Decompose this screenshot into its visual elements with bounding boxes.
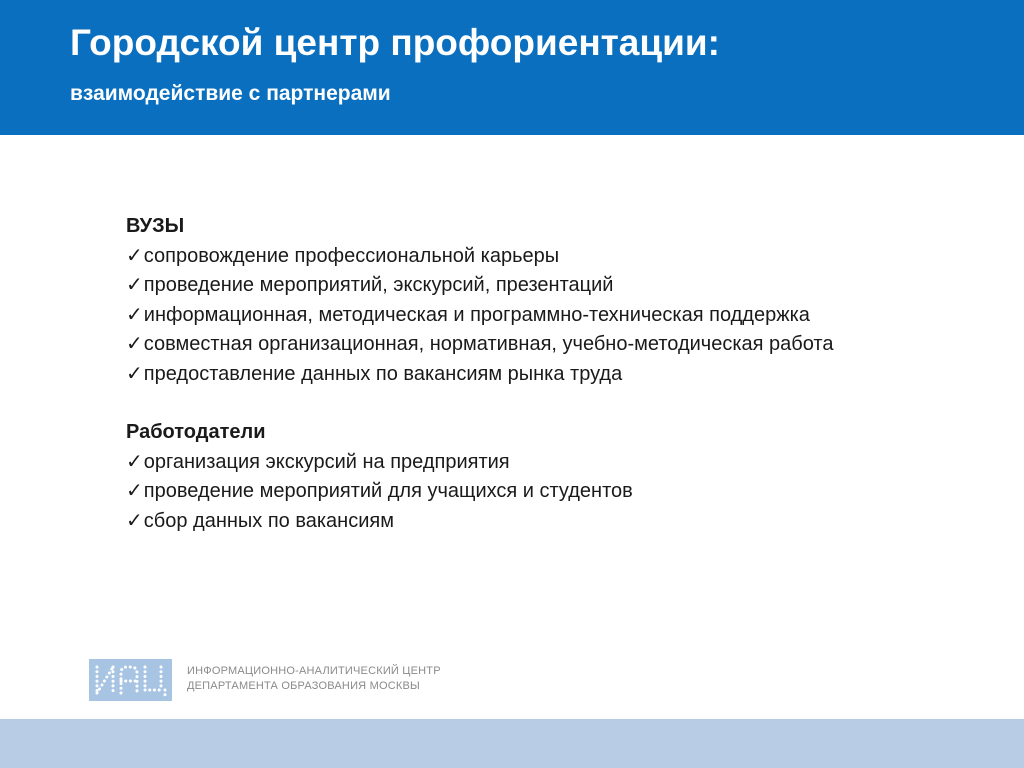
page-title: Городской центр профориентации:: [70, 22, 720, 63]
logo-caption-line2: ДЕПАРТАМЕНТА ОБРАЗОВАНИЯ МОСКВЫ: [187, 680, 420, 692]
check-icon: ✓: [126, 450, 143, 473]
header-bar: [0, 0, 1024, 135]
check-icon: ✓: [126, 509, 143, 532]
list-item: [126, 330, 966, 360]
list-item-text: организация экскурсий на предприятия: [143, 450, 510, 473]
list-item-text: проведение мероприятий, экскурсий, презентаций: [143, 274, 614, 296]
list-item-text: предоставление данных по вакансиям рынка труда: [143, 362, 623, 385]
list-item: [126, 271, 966, 301]
check-icon: ✓: [126, 362, 143, 385]
list-item: [126, 301, 966, 331]
check-icon: ✓: [126, 274, 143, 296]
logo-caption-line1: ИНФОРМАЦИОННО-АНАЛИТИЧЕСКИЙ ЦЕНТР: [187, 665, 441, 677]
list-item: [126, 360, 966, 390]
list-item-text: совместная организационная, нормативная, учебно-методическая работа: [143, 333, 834, 355]
footer-band: [0, 719, 1024, 768]
list-item-text: сбор данных по вакансиям: [143, 509, 394, 532]
section-employers: [126, 418, 966, 536]
list-item: [126, 448, 966, 478]
list-item-text: проведение мероприятий для учащихся и студентов: [143, 480, 633, 502]
list-item: [126, 507, 966, 537]
section-title-universities: ВУЗЫ: [126, 215, 185, 237]
logo-caption: [187, 664, 441, 694]
check-icon: ✓: [126, 333, 143, 355]
list-item-text: информационная, методическая и программно-техническая поддержка: [143, 303, 810, 326]
section-universities: [126, 212, 966, 389]
list-item-text: сопровождение профессиональной карьеры: [143, 244, 560, 267]
list-item: [126, 242, 966, 272]
section-title-employers: Работодатели: [126, 421, 266, 443]
check-icon: ✓: [126, 480, 143, 502]
page-subtitle: взаимодействие с партнерами: [70, 82, 391, 105]
check-icon: ✓: [126, 244, 143, 267]
check-icon: ✓: [126, 303, 143, 326]
content-body: [126, 212, 966, 536]
list-item: [126, 477, 966, 507]
iac-logo-mark: [89, 659, 172, 701]
